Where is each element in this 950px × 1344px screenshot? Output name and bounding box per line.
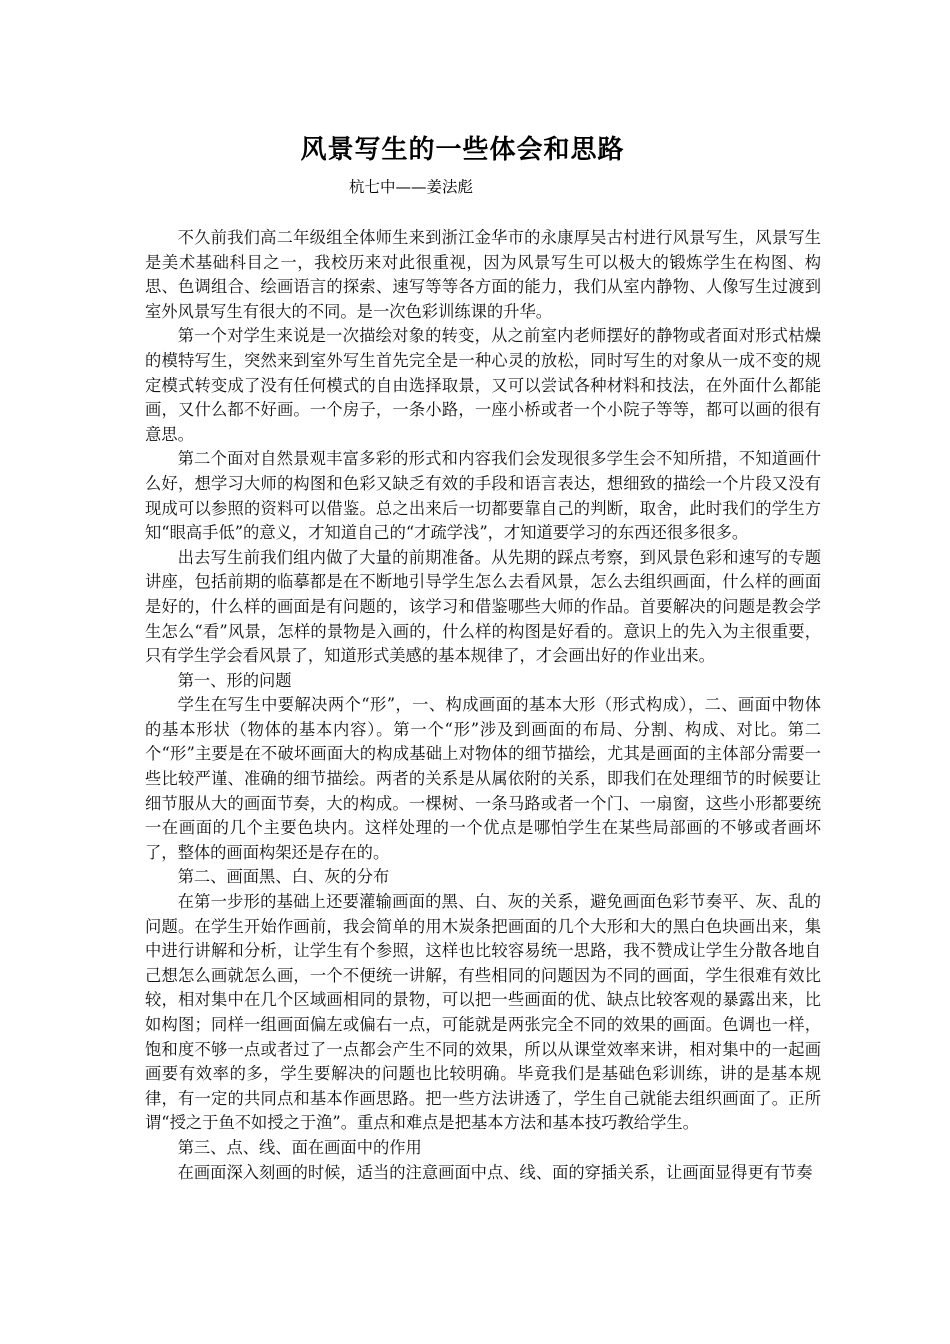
section-heading-form: 第一、形的问题: [177, 670, 292, 690]
section-heading-tone: 第二、画面黑、白、灰的分布: [177, 867, 390, 887]
paragraph-point-line-plane: 在画面深入刻画的时候，适当的注意画面中点、线、面的穿插关系，让画面显得更有节奏: [177, 1162, 813, 1182]
document-author: 杭七中——姜法彪: [349, 178, 474, 196]
paragraph-tone: 在第一步形的基础上还要灌输画面的黑、白、灰的关系，避免画面色彩节奏平、灰、乱的问题。在学生开始作画前，我会简单的用木炭条把画面的几个大形和大的黑白色块画出来，集中进行讲解和分析，让学生有个参照，这样也比较容易统一思路，我不赞成让学生分散各地自己想怎么画就怎么画，一个不便统一讲解，有些相同的问题因为不同的画面，学生很难有效比较，相对集中在几个区域画相同的景物，可以把一些画面的优、缺点比较客观的暴露出来，比如构图；同样一组画面偏左或偏右一点，可能就是两张完全不同的效果的画面。色调也一样，饱和度不够一点或者过了一点都会产生不同的效果，所以从课堂效率来讲，相对集中的一起画画要有效率的多，学生要解决的问题也比较明确。毕竟我们是基础色彩训练，讲的是基本规律，有一定的共同点和基本作画思路。把一些方法讲透了，学生自己就能去组织画面了。正所谓“授之于鱼不如授之于渔”。重点和难点是把基本方法和基本技巧教给学生。: [145, 892, 821, 1133]
paragraph-first-point: 第一个对学生来说是一次描绘对象的转变，从之前室内老师摆好的静物或者面对形式枯燥的模特写生，突然来到室外写生首先完全是一种心灵的放松，同时写生的对象从一成不变的规定模式转变成了没有任何模式的自由选择取景，又可以尝试各种材料和技法，在外面什么都能画，又什么都不好画。一个房子，一条小路，一座小桥或者一个小院子等等，都可以画的很有意思。: [145, 326, 821, 444]
paragraph-second-point: 第二个面对自然景观丰富多彩的形式和内容我们会发现很多学生会不知所措，不知道画什么好，想学习大师的构图和色彩又缺乏有效的手段和语言表达，想细致的描绘一个片段又没有现成可以参照的资料可以借鉴。总之出来后一切都要靠自己的判断，取舍，此时我们的学生方知“眼高手低”的意义，才知道自己的“才疏学浅”，才知道要学习的东西还很多很多。: [145, 449, 821, 543]
document-body: [145, 226, 821, 1185]
paragraph-form: 学生在写生中要解决两个“形”，一、构成画面的基本大形（形式构成），二、画面中物体的基本形状（物体的基本内容）。第一个“形”涉及到画面的布局、分割、构成、对比。第二个“形”主要是在不破坏画面大的构成基础上对物体的细节描绘，尤其是画面的主体部分需要一些比较严谨、准确的细节描绘。两者的关系是从属依附的关系，即我们在处理细节的时候要让细节服从大的画面节奏，大的构成。一棵树、一条马路或者一个门、一扇窗，这些小形都要统一在画面的几个主要色块内。这样处理的一个优点是哪怕学生在某些局部画的不够或者画坏了，整体的画面构架还是存在的。: [145, 695, 821, 862]
paragraph-preparation: 出去写生前我们组内做了大量的前期准备。从先期的踩点考察，到风景色彩和速写的专题讲座，包括前期的临摹都是在不断地引导学生怎么去看风景，怎么去组织画面，什么样的画面是好的，什么样的画面是有问题的，该学习和借鉴哪些大师的作品。首要解决的问题是教会学生怎么“看”风景，怎样的景物是入画的，什么样的构图是好看的。意识上的先入为主很重要，只有学生学会看风景了，知道形式美感的基本规律了，才会画出好的作业出来。: [145, 547, 821, 666]
section-heading-point-line-plane: 第三、点、线、面在画面中的作用: [177, 1137, 422, 1157]
paragraph-intro: 不久前我们高二年级组全体师生来到浙江金华市的永康厚吴古村进行风景写生，风景写生是美术基础科目之一，我校历来对此很重视，因为风景写生可以极大的锻炼学生在构图、构思、色调组合、绘画语言的探索、速写等等各方面的能力，我们从室内静物、人像写生过渡到室外风景写生有很大的不同。是一次色彩训练课的升华。: [145, 228, 821, 321]
document-title: 风景写生的一些体会和思路: [300, 135, 625, 165]
